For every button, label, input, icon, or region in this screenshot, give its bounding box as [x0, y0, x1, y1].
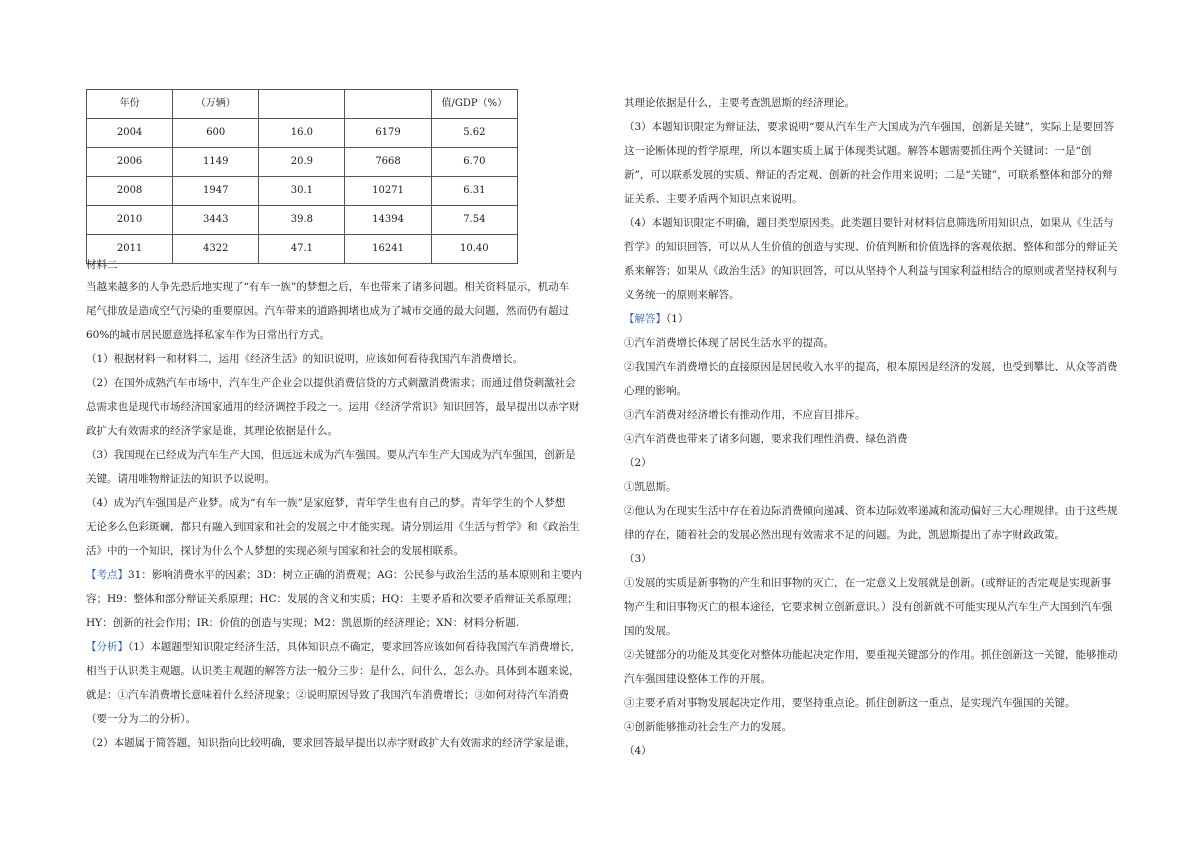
answer-line: 物产生和旧事物灭亡的根本途径，它要求树立创新意识。）没有创新就不可能实现从汽车生产大国到汽车强: [624, 601, 1113, 613]
table-cell: 6179: [345, 119, 431, 148]
kaodian-text: 31：影响消费水平的因素；3D：树立正确的消费观；AG：公民参与政治生活的基本原则和主要内: [128, 569, 582, 581]
answer-line: ①凯恩斯。: [624, 481, 677, 493]
analysis-line: 证关系、主要矛盾两个知识点来说明。: [624, 193, 803, 205]
table-header-cell: [345, 90, 431, 119]
table-cell: 5.62: [431, 119, 517, 148]
table-row: [87, 148, 518, 177]
table-row: [87, 119, 518, 148]
jieda-line: [624, 314, 1128, 325]
table-header-cell: 年份: [87, 90, 173, 119]
answer-heading: （3）: [624, 553, 652, 565]
table-cell: 6.31: [431, 177, 517, 206]
answer-heading: （2）: [624, 457, 652, 469]
table-cell: 20.9: [259, 148, 345, 177]
answer-line: ③主要矛盾对事物发展起决定作用，要坚持重点论。抓住创新这一重点，是实现汽车强国的关键。: [624, 697, 1076, 709]
table-cell: 1947: [173, 177, 259, 206]
answer-line: ②他认为在现实生活中存在着边际消费倾向递减、资本边际效率递减和流动偏好三大心理规律。由于这些规: [624, 505, 1118, 517]
table-cell: 7668: [345, 148, 431, 177]
analysis-line: （3）本题知识限定为辩证法，要求说明“要从汽车生产大国成为汽车强国，创新是关键”，实际上是要回答: [624, 121, 1114, 133]
answer-line: ②我国汽车消费增长的直接原因是居民收入水平的提高，根本原因是经济的发展，也受到攀比、从众等消费: [624, 361, 1118, 373]
table-cell: 2010: [87, 206, 173, 235]
table-header-row: [87, 90, 518, 119]
fenxi-line: [86, 642, 594, 653]
question-1: （1）根据材料一和材料二，运用《经济生活》的知识说明，应该如何看待我国汽车消费增长。: [86, 353, 524, 365]
analysis-line: 义务统一的原则来解答。: [624, 289, 740, 301]
answer-line: 汽车强国建设整体工作的开展。: [624, 673, 771, 685]
table-cell: 7.54: [431, 206, 517, 235]
answer-line: ④创新能够推动社会生产力的发展。: [624, 721, 792, 733]
question-2-line: （2）在国外成熟汽车市场中，汽车生产企业会以提供消费信贷的方式刺激消费需求；而通过借贷刺激社会: [86, 377, 576, 389]
analysis-line: （4）本题知识限定不明确，题目类型原因类。此类题目要针对材料信息筛选所用知识点，如果从《生活与: [624, 217, 1114, 229]
answer-line: ③汽车消费对经济增长有推动作用，不应盲目排斥。: [624, 409, 866, 421]
analysis-line: 新”，可以联系发展的实质、辩证的否定观、创新的社会作用来说明；二是“关键”，可联系整体和部分的辩: [624, 169, 1113, 181]
answer-line: 心理的影响。: [624, 385, 687, 397]
fenxi-line: 就是：①汽车消费增长意味着什么经济现象；②说明原因导致了我国汽车消费增长；③如何对待汽车消费: [86, 689, 569, 701]
table-cell: 47.1: [259, 235, 345, 264]
question-3-line: （3）我国现在已经成为汽车生产大国，但远远未成为汽车强国。要从汽车生产大国成为汽车强国，创新是: [86, 449, 576, 461]
answer-line: ①发展的实质是新事物的产生和旧事物的灭亡，在一定意义上发展就是创新。(或辩证的否定观是实现新事: [624, 577, 1112, 589]
question-2-line: 政扩大有效需求的经济学家是谁，其理论依据是什么。: [86, 425, 338, 437]
table-cell: 2008: [87, 177, 173, 206]
kaodian-line: HY：创新的社会作用；IR：价值的创造与实现；M2：凯恩斯的经济理论；XN：材料分析题.: [86, 617, 520, 629]
table-cell: 10271: [345, 177, 431, 206]
table-cell: 16241: [345, 235, 431, 264]
question-4-line: 无论多么色彩斑斓，都只有融入到国家和社会的发展之中才能实现。请分别运用《生活与哲学》和《政治生: [86, 521, 580, 533]
fenxi-tag: 【分析】: [86, 641, 128, 653]
jieda-heading: （1）: [666, 313, 689, 325]
fenxi-line: （要一分为二的分析）。: [86, 713, 197, 725]
analysis-line: 这一论断体现的哲学原理，所以本题实质上属于体现类试题。解答本题需要抓住两个关键词：一是“创: [624, 145, 1092, 157]
answer-line: 律的存在，随着社会的发展必然出现有效需求不足的问题。为此，凯恩斯提出了赤字财政政策。: [624, 529, 1065, 541]
table-cell: 4322: [173, 235, 259, 264]
material2-title: 材料二: [86, 259, 118, 271]
table-header-cell: 值/GDP（%）: [431, 90, 517, 119]
analysis-line: 系来解答；如果从《政治生活》的知识回答，可以从坚持个人利益与国家利益相结合的原则或者坚持权利与: [624, 265, 1118, 277]
kaodian-tag: 【考点】: [86, 569, 128, 581]
question-4-line: 活》中的一个知识，探讨为什么个人梦想的实现必须与国家和社会的发展相联系。: [86, 545, 464, 557]
table-cell: 1149: [173, 148, 259, 177]
table-cell: 2011: [87, 235, 173, 264]
data-table: [86, 89, 518, 264]
answer-line: ②关键部分的功能及其变化对整体功能起决定作用，要重视关键部分的作用。抓住创新这一关键，能够推动: [624, 649, 1118, 661]
answer-line: ①汽车消费增长体现了居民生活水平的提高。: [624, 337, 834, 349]
jieda-tag: 【解答】: [624, 313, 666, 325]
table-row: [87, 177, 518, 206]
material-line: 60%的城市居民愿意选择私家车作为日常出行方式。: [86, 329, 330, 341]
fenxi-line: 相当于认识类主观题。认识类主观题的解答方法一般分三步：是什么，问什么，怎么办。具体到本题来说，: [86, 665, 580, 677]
table-cell: 600: [173, 119, 259, 148]
table-cell: 39.8: [259, 206, 345, 235]
analysis-line: 哲学》的知识回答，可以从人生价值的创造与实现、价值判断和价值选择的客观依据、整体和部分的辩证关: [624, 241, 1118, 253]
question-4-line: （4）成为汽车强国是产业梦。成为“有车一族”是家庭梦，青年学生也有自己的梦。青年学生的个人梦想: [86, 497, 566, 509]
kaodian-line: [86, 570, 594, 581]
answer-line: ④汽车消费也带来了诸多问题，要求我们理性消费、绿色消费: [624, 433, 908, 445]
table-cell: 30.1: [259, 177, 345, 206]
table-row: [87, 206, 518, 235]
table-header-cell: [259, 90, 345, 119]
question-3-line: 关键。请用唯物辩证法的知识予以说明。: [86, 473, 275, 485]
table-cell: 16.0: [259, 119, 345, 148]
table-cell: 14394: [345, 206, 431, 235]
fenxi-line: （2）本题属于简答题，知识指向比较明确，要求回答最早提出以赤字财政扩大有效需求的经济学家是谁，: [86, 737, 576, 749]
table-cell: 10.40: [431, 235, 517, 264]
material-line: 当越来越多的人争先恐后地实现了“有车一族”的梦想之后，车也带来了诸多问题。相关资料显示，机动车: [86, 281, 570, 293]
table-cell: 2006: [87, 148, 173, 177]
table-header-cell: （万辆）: [173, 90, 259, 119]
fenxi-text: （1）本题题型知识限定经济生活，具体知识点不确定，要求回答应该如何看待我国汽车消费增长，: [128, 641, 581, 653]
table-cell: 6.70: [431, 148, 517, 177]
table-cell: 2004: [87, 119, 173, 148]
question-2-line: 总需求也是现代市场经济国家通用的经济调控手段之一。运用《经济学常识》知识回答，最早提出以赤字财: [86, 401, 580, 413]
answer-line: 国的发展。: [624, 625, 677, 637]
answer-heading: （4）: [624, 745, 652, 757]
analysis-line: 其理论依据是什么，主要考查凯恩斯的经济理论。: [624, 97, 855, 109]
material-line: 尾气排放是造成空气污染的重要原因。汽车带来的道路拥堵也成为了城市交通的最大问题，然而仍有超过: [86, 305, 569, 317]
kaodian-line: 容；H9：整体和部分辩证关系原理；HC：发展的含义和实质；HQ：主要矛盾和次要矛盾辩证关系原理；: [86, 593, 578, 605]
table-cell: 3443: [173, 206, 259, 235]
